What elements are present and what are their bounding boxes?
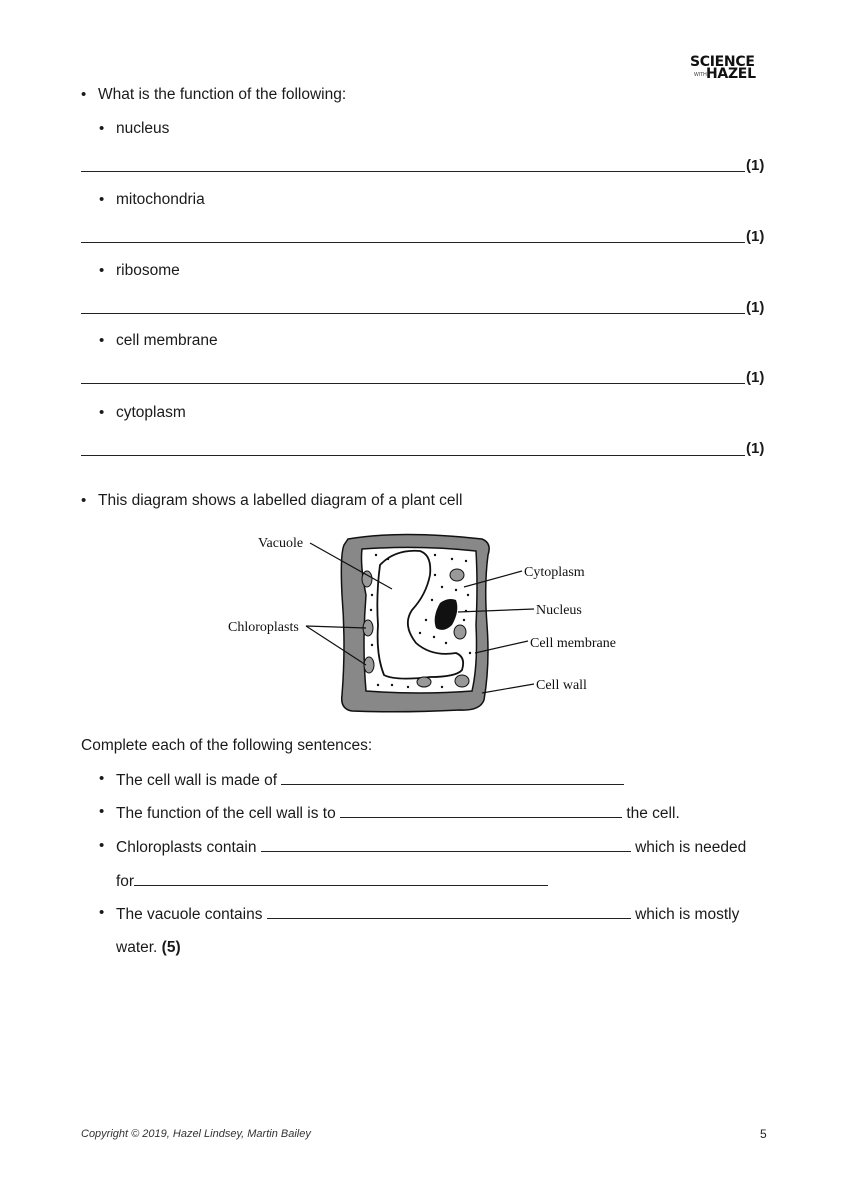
label-cell-membrane: Cell membrane — [530, 636, 616, 651]
sentence-text: the cell. — [626, 805, 680, 822]
mark-mitochondria: (1) — [746, 228, 765, 245]
sentence-cell-wall-function — [116, 803, 680, 823]
sentence-text: water. — [116, 939, 158, 956]
answer-line-cell-membrane[interactable] — [81, 383, 745, 384]
answer-line-nucleus[interactable] — [81, 171, 745, 172]
mark-q2: (5) — [161, 939, 181, 956]
mark-cell-membrane: (1) — [746, 369, 765, 386]
sentence-chloroplasts-continued — [116, 871, 548, 891]
q1-item-ribosome: • ribosome — [116, 262, 180, 280]
blank-vacuole-contents[interactable] — [267, 904, 631, 919]
q1-item-cytoplasm: • cytoplasm — [116, 404, 186, 422]
sentence-vacuole-continued — [116, 939, 181, 957]
chloroplast-shape — [455, 675, 469, 687]
sentence-cell-wall-made-of — [116, 770, 624, 790]
sentence-chloroplasts — [116, 837, 746, 857]
chloroplast-shape — [450, 569, 464, 581]
q1-item-mitochondria: • mitochondria — [116, 191, 205, 209]
mark-ribosome: (1) — [746, 299, 765, 316]
q1-item-nucleus: • nucleus — [116, 120, 169, 138]
q2-instruction: Complete each of the following sentences: — [81, 737, 373, 754]
logo-text-bottom: HAZEL — [706, 66, 756, 82]
chloroplast-shape — [454, 625, 466, 639]
logo-text-top: SCIENCE — [690, 54, 755, 70]
label-vacuole: Vacuole — [258, 536, 304, 551]
mark-nucleus: (1) — [746, 157, 765, 174]
label-nucleus: Nucleus — [536, 603, 582, 618]
q2-prompt: • This diagram shows a labelled diagram of a plant cell — [98, 492, 462, 510]
blank-chloroplast-purpose[interactable] — [134, 871, 548, 886]
label-chloroplasts: Chloroplasts — [228, 620, 299, 635]
sentence-text: Chloroplasts contain — [116, 839, 257, 856]
sentence-text: The vacuole contains — [116, 906, 263, 923]
sentence-text: The function of the cell wall is to — [116, 805, 336, 822]
plant-cell-diagram — [220, 525, 620, 720]
mark-cytoplasm: (1) — [746, 440, 765, 457]
answer-line-cytoplasm[interactable] — [81, 455, 745, 456]
label-cytoplasm: Cytoplasm — [524, 565, 585, 580]
blank-chloroplast-contents[interactable] — [261, 837, 631, 852]
copyright-notice: Copyright © 2019, Hazel Lindsey, Martin Bailey — [81, 1128, 311, 1140]
sentence-vacuole — [116, 904, 739, 924]
sentence-text: for — [116, 873, 135, 890]
sentence-text: which is mostly — [635, 906, 740, 923]
answer-line-mitochondria[interactable] — [81, 242, 745, 243]
logo-text-with: WITH — [694, 72, 707, 78]
chloroplast-shape — [417, 677, 431, 687]
science-with-hazel-logo — [690, 54, 764, 82]
blank-cell-wall-function[interactable] — [340, 803, 622, 818]
sentence-text: The cell wall is made of — [116, 772, 278, 789]
q1-prompt: • What is the function of the following: — [98, 86, 346, 104]
page-number: 5 — [760, 1127, 767, 1141]
answer-line-ribosome[interactable] — [81, 313, 745, 314]
label-cell-wall: Cell wall — [536, 678, 587, 693]
blank-cell-wall-material[interactable] — [281, 770, 624, 785]
q1-item-cell-membrane: • cell membrane — [116, 332, 218, 350]
sentence-text: which is needed — [635, 839, 747, 856]
